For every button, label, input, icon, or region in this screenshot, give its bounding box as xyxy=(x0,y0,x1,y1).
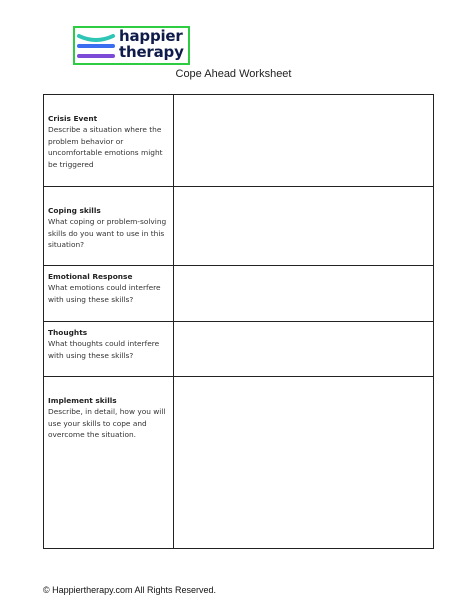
answer-field-emotional-response[interactable] xyxy=(174,266,434,322)
row-description: What thoughts could interfere with using these skills? xyxy=(48,339,160,360)
worksheet-title: Cope Ahead Worksheet xyxy=(175,68,292,80)
copyright-footer: © Happiertherapy.com All Rights Reserved. xyxy=(43,585,217,595)
row-label-cell xyxy=(44,322,174,377)
row-description: Describe a situation where the problem behavior or uncomfortable emotions might be triggered xyxy=(48,125,163,169)
row-description: What coping or problem-solving skills do you want to use in this situation? xyxy=(48,217,167,250)
row-title: Crisis Event xyxy=(48,114,98,123)
row-title: Implement skills xyxy=(48,396,117,405)
row-label-cell xyxy=(44,95,174,187)
answer-field-implement-skills[interactable] xyxy=(174,377,434,549)
row-label-cell xyxy=(44,377,174,549)
answer-field-thoughts[interactable] xyxy=(174,322,434,377)
row-label-cell xyxy=(44,266,174,322)
row-title: Coping skills xyxy=(48,206,101,215)
row-label-cell xyxy=(44,187,174,266)
row-title: Thoughts xyxy=(48,328,88,337)
table-row-coping-skills xyxy=(44,187,434,266)
logo xyxy=(73,26,190,65)
logo-word-therapy: therapy xyxy=(119,43,184,61)
worksheet-table xyxy=(43,94,434,549)
table-row-implement-skills xyxy=(44,377,434,549)
answer-field-crisis-event[interactable] xyxy=(174,95,434,187)
table-row-thoughts xyxy=(44,322,434,377)
table-row-emotional-response xyxy=(44,266,434,322)
row-description: Describe, in detail, how you will use your skills to cope and overcome the situation. xyxy=(48,407,166,440)
row-description: What emotions could interfere with using these skills? xyxy=(48,283,161,304)
answer-field-coping-skills[interactable] xyxy=(174,187,434,266)
logo-stripes-icon xyxy=(76,31,116,61)
row-title: Emotional Response xyxy=(48,272,133,281)
logo-word-happier: happier xyxy=(119,27,183,45)
table-row-crisis-event xyxy=(44,95,434,187)
